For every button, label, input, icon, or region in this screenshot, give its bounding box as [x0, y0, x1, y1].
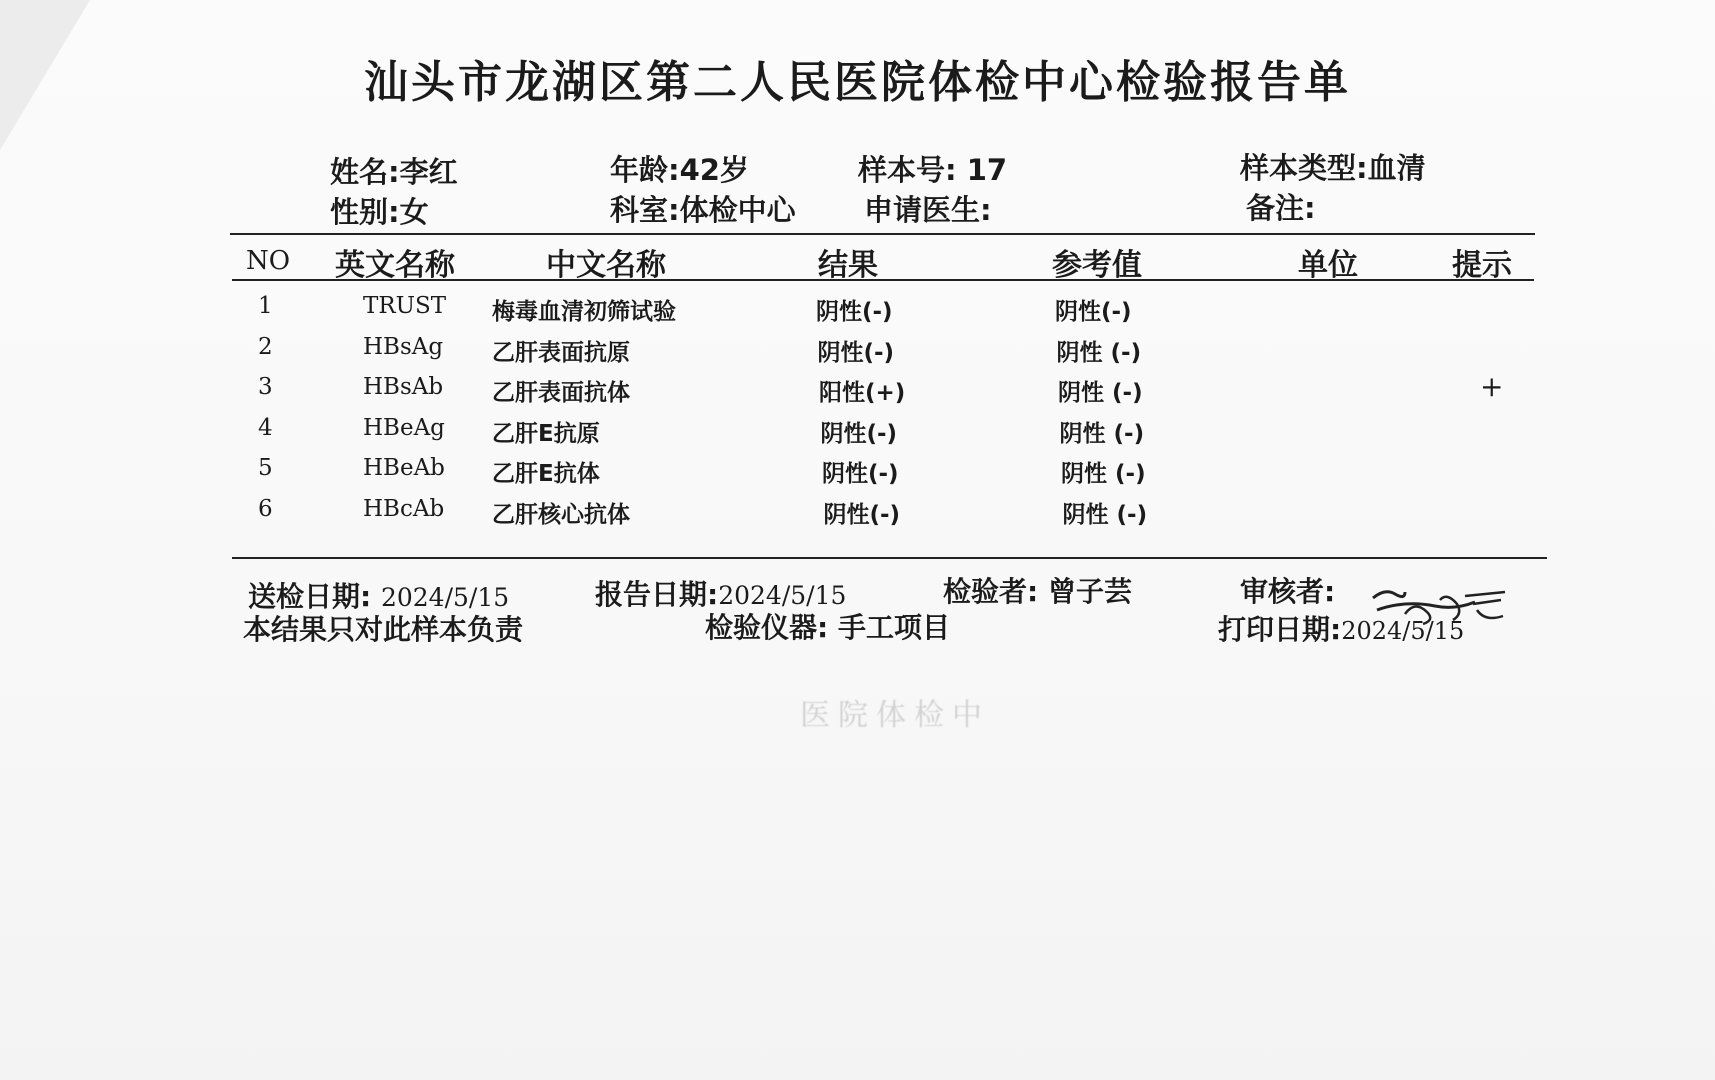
instrument-label: 检验仪器: — [705, 611, 829, 644]
sample-no-field — [858, 148, 1007, 189]
col-header-ref: 参考值 — [1052, 248, 1142, 283]
sample-type-value: 血清 — [1367, 151, 1426, 185]
print-date-value: 2024/5/15 — [1341, 617, 1465, 645]
cell-cn: 乙肝表面抗体 — [492, 380, 630, 406]
col-header-flag: 提示 — [1452, 248, 1512, 283]
cell-en: TRUST — [363, 293, 447, 319]
reviewer-field — [1240, 570, 1335, 610]
reviewer-label: 审核者: — [1240, 575, 1336, 608]
name-label: 姓名: — [330, 155, 400, 189]
cell-no: 2 — [258, 333, 273, 360]
col-header-no: NO — [246, 246, 291, 276]
age-label: 年龄: — [610, 153, 680, 187]
tester-field — [943, 570, 1132, 610]
sex-field — [330, 190, 429, 231]
table-row — [0, 370, 1715, 414]
cell-ref: 阴性 (-) — [1058, 380, 1143, 406]
cell-no: 1 — [258, 293, 273, 319]
print-date-label: 打印日期: — [1218, 613, 1342, 646]
reviewer-signature — [1365, 570, 1525, 640]
submit-date-label: 送检日期: — [248, 580, 372, 613]
cell-result: 阴性(-) — [820, 420, 898, 447]
sample-no-value: 17 — [966, 153, 1008, 187]
cell-flag: + — [1480, 370, 1504, 403]
cell-ref: 阴性 (-) — [1056, 339, 1142, 366]
instrument-field — [705, 606, 950, 646]
tester-label: 检验者: — [943, 575, 1039, 608]
table-row — [0, 415, 1715, 455]
cell-no: 5 — [258, 455, 273, 481]
sample-no-label: 样本号: — [858, 153, 957, 187]
sex-label: 性别: — [330, 195, 400, 229]
dept-value: 体检中心 — [679, 193, 796, 227]
cell-en: HBeAg — [363, 414, 445, 441]
note-field — [1246, 186, 1316, 227]
cell-ref: 阴性 (-) — [1061, 461, 1146, 487]
table-row — [0, 334, 1715, 374]
doctor-label: 申请医生: — [864, 193, 992, 227]
cell-cn: 乙肝表面抗原 — [492, 339, 630, 366]
age-value: 42岁 — [679, 153, 749, 187]
cell-ref: 阴性(-) — [1055, 299, 1132, 325]
note-label: 备注: — [1246, 191, 1316, 225]
table-top-rule — [230, 233, 1535, 235]
cell-result: 阴性(-) — [817, 339, 895, 366]
doctor-field — [864, 188, 992, 229]
cell-cn: 乙肝E抗体 — [492, 461, 600, 487]
name-field — [330, 150, 458, 191]
submit-date-value: 2024/5/15 — [380, 583, 510, 612]
col-header-en: 英文名称 — [335, 248, 455, 283]
dept-field — [610, 188, 796, 229]
cell-cn: 乙肝E抗原 — [492, 420, 600, 447]
cell-result: 阴性(-) — [822, 461, 899, 487]
cell-en: HBcAb — [363, 495, 445, 522]
cell-en: HBeAb — [363, 455, 445, 481]
sample-type-field — [1240, 146, 1426, 187]
cell-no: 6 — [258, 495, 273, 522]
cell-no: 4 — [258, 414, 273, 441]
cell-ref: 阴性 (-) — [1062, 501, 1148, 528]
name-value: 李红 — [399, 155, 458, 189]
report-date-value: 2024/5/15 — [718, 581, 847, 610]
col-header-unit: 单位 — [1298, 248, 1358, 283]
dept-label: 科室: — [610, 193, 680, 227]
sex-value: 女 — [399, 195, 429, 229]
cell-cn: 梅毒血清初筛试验 — [492, 299, 676, 325]
cell-result: 阴性(-) — [823, 501, 901, 528]
cell-cn: 乙肝核心抗体 — [492, 501, 630, 528]
col-header-cn: 中文名称 — [546, 248, 666, 283]
age-field — [610, 148, 749, 189]
table-bottom-rule — [232, 557, 1547, 559]
cell-no: 3 — [258, 374, 273, 400]
cell-result: 阳性(+) — [819, 380, 906, 406]
col-header-result: 结果 — [818, 248, 878, 283]
cell-en: HBsAb — [363, 374, 444, 400]
cell-en: HBsAg — [363, 333, 444, 360]
disclaimer: 本结果只对此样本负责 — [243, 613, 524, 646]
tester-value: 曾子芸 — [1047, 575, 1132, 608]
cell-ref: 阴性 (-) — [1059, 420, 1145, 447]
table-row — [0, 455, 1715, 495]
bleed-through-text: 医院体检中 — [800, 698, 990, 733]
cell-result: 阴性(-) — [816, 299, 893, 325]
table-row — [0, 293, 1715, 333]
sample-type-label: 样本类型: — [1240, 151, 1368, 185]
table-row — [0, 496, 1715, 536]
report-title: 汕头市龙湖区第二人民医院体检中心检验报告单 — [364, 57, 1351, 108]
report-date-label: 报告日期: — [595, 578, 719, 611]
instrument-value: 手工项目 — [837, 611, 950, 644]
